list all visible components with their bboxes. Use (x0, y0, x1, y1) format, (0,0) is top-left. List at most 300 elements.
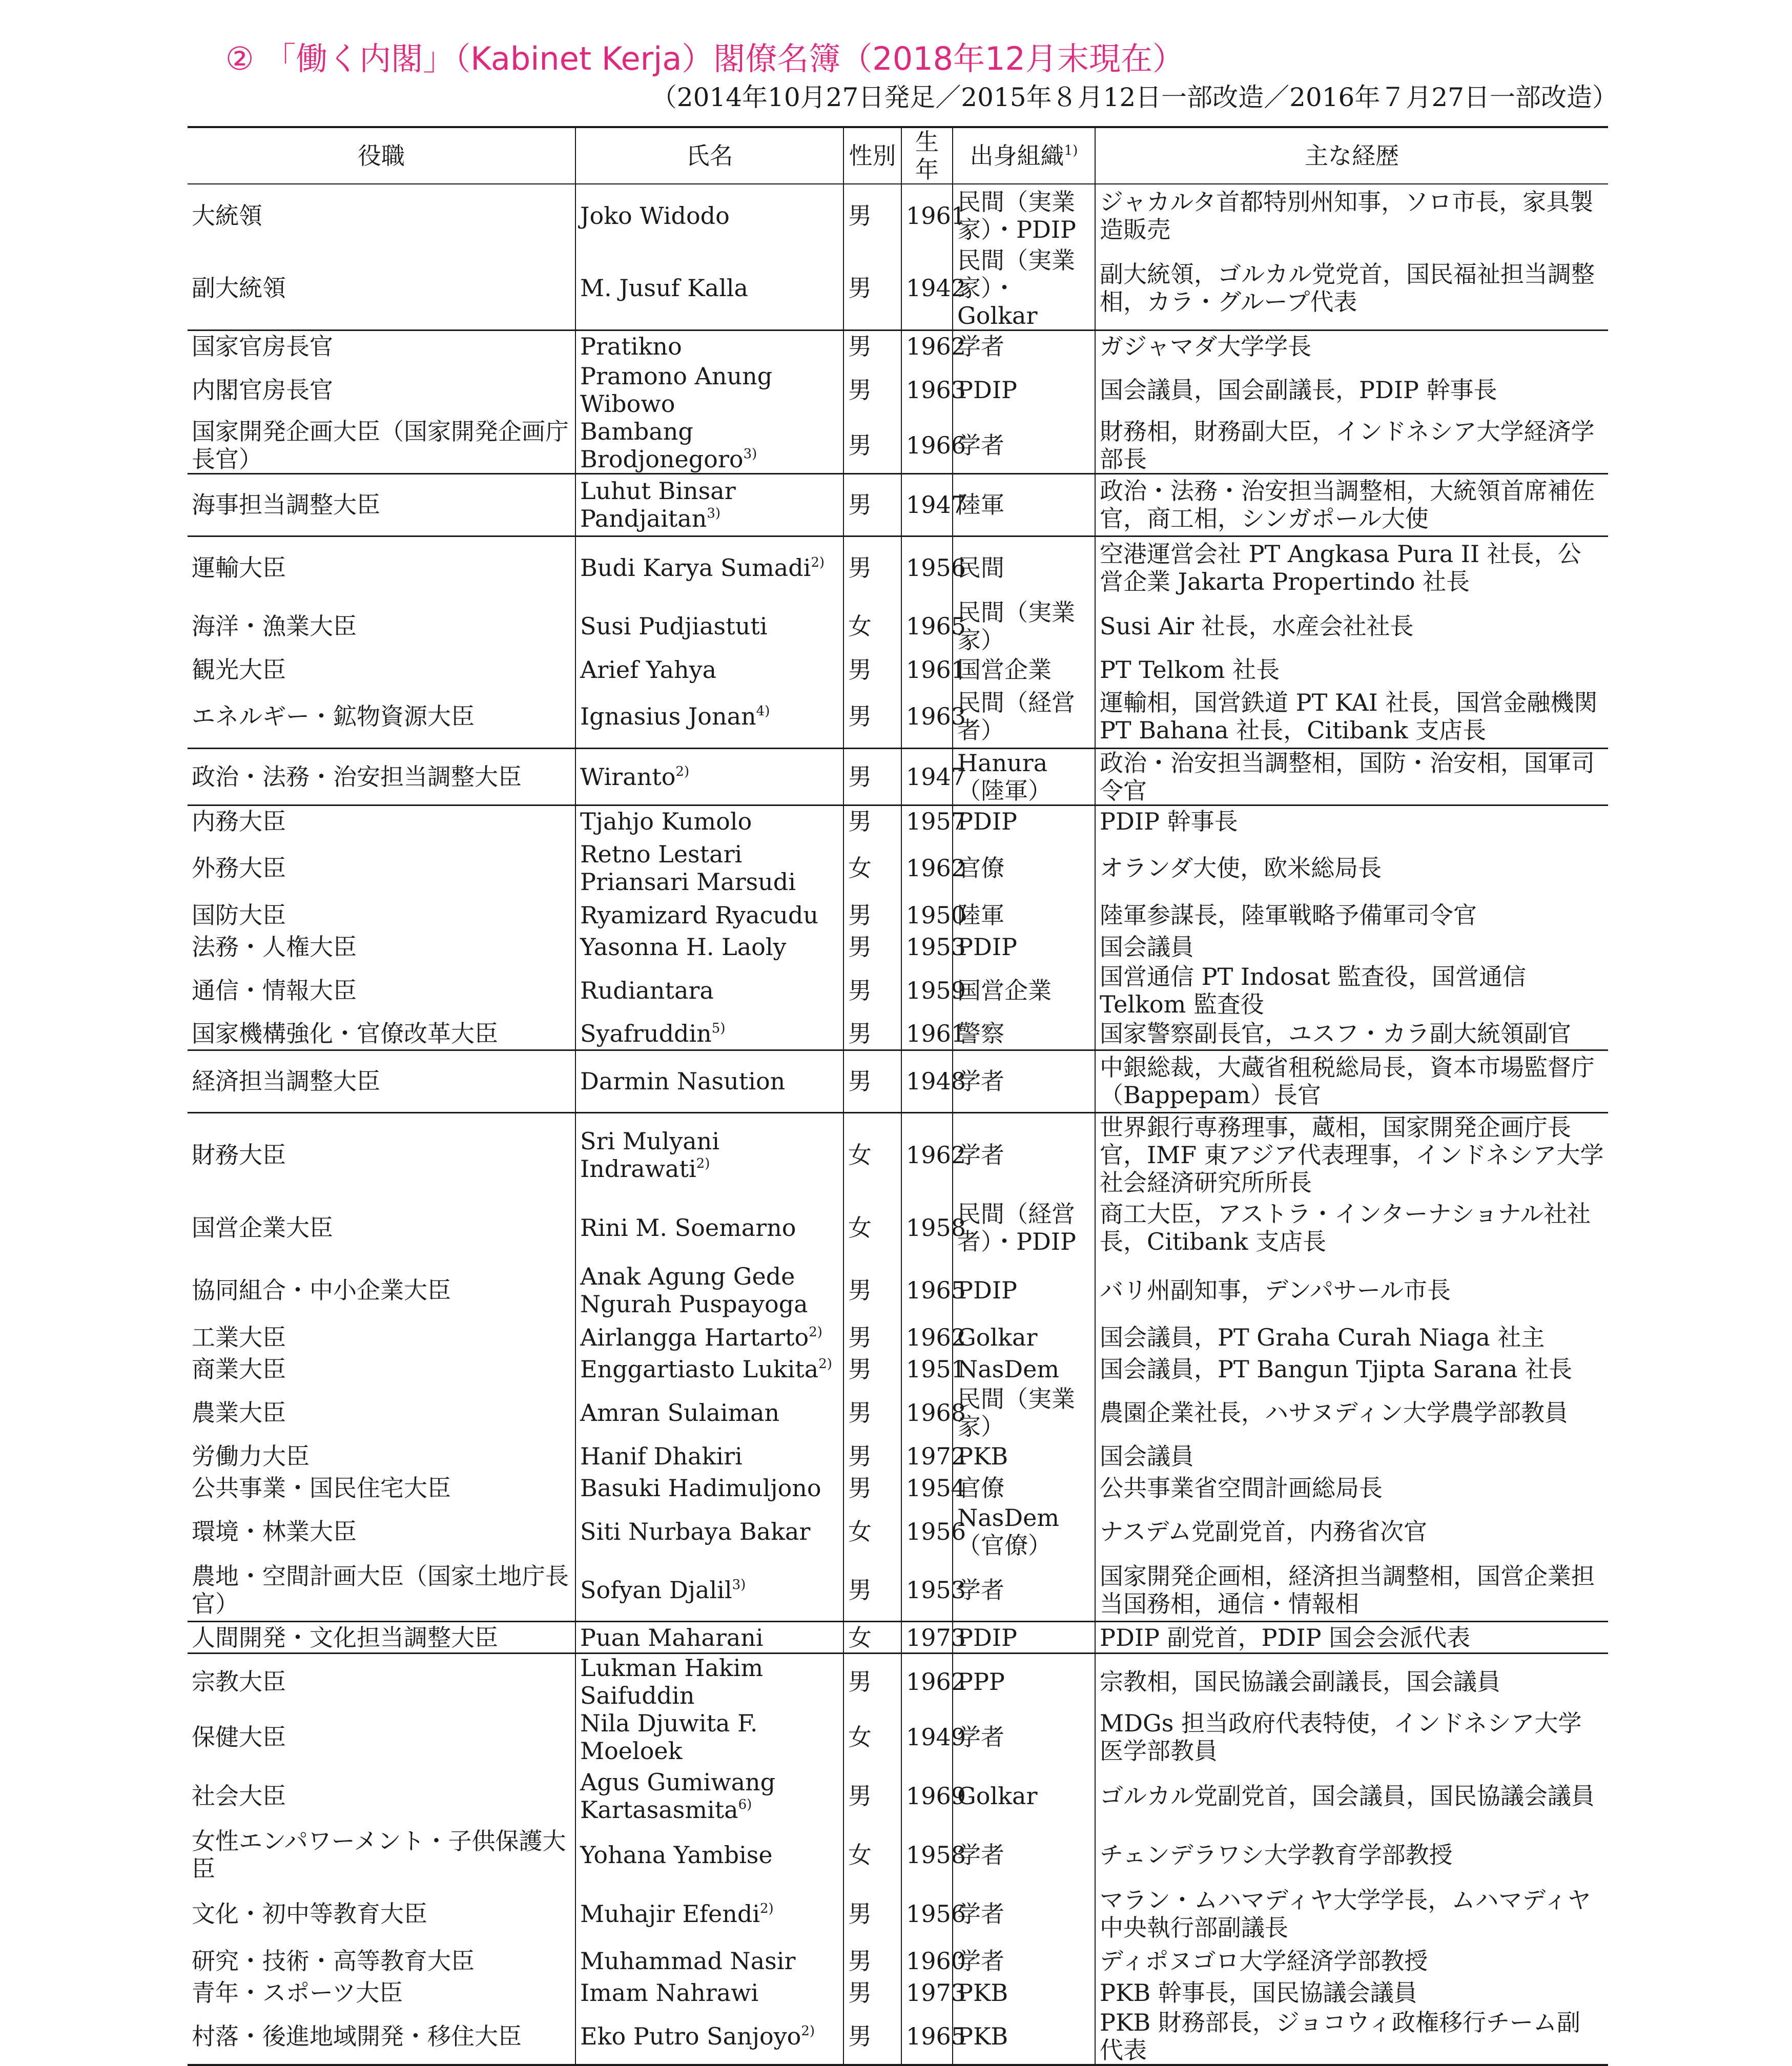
name-footnote-marker: 3) (732, 1577, 746, 1593)
cell-year (901, 963, 966, 1018)
cell-name (575, 1196, 843, 1259)
cell-career (1095, 1050, 1608, 1112)
cell-role (188, 837, 575, 899)
table-header-row (188, 127, 1608, 184)
cell-org (953, 1472, 1095, 1504)
cell-career (1095, 1353, 1608, 1385)
cell-career-text: 国営通信 PT Indosat 監査役，国営通信 Telkom 監査役 (1100, 963, 1526, 1018)
cell-name-text: Imam Nahrawi (580, 1979, 759, 2007)
cell-role (188, 931, 575, 963)
cell-career-text: 運輸相，国営鉄道 PT KAI 社長，国営金融機関 PT Bahana 社長，Citibank 支店長 (1100, 689, 1598, 745)
cell-career (1095, 654, 1608, 686)
header-name: 氏名 (575, 127, 843, 184)
cell-role (188, 1321, 575, 1353)
table-row (188, 1709, 1608, 1765)
cell-org (953, 1883, 1095, 1945)
cell-year-text: 1965 (906, 1276, 966, 1304)
cell-role (188, 1827, 575, 1883)
cell-year (901, 418, 966, 474)
cell-name-text: Rudiantara (580, 977, 714, 1004)
cell-year-text: 1961 (906, 201, 966, 230)
cell-gender-text: 女 (848, 1213, 872, 1242)
cell-career (1095, 837, 1608, 899)
cell-name (575, 598, 843, 654)
cell-year (901, 1259, 966, 1321)
cell-gender (843, 1112, 901, 1196)
cell-career (1095, 1259, 1608, 1321)
table-row (188, 598, 1608, 654)
cell-role (188, 362, 575, 418)
cell-year-text: 1959 (906, 977, 966, 1004)
cell-org-text: 学者 (957, 1900, 1004, 1928)
table-row (188, 1112, 1608, 1196)
cell-name-text: Nila Djuwita F. Moeloek (580, 1709, 758, 1765)
cell-org-text: 官僚 (957, 854, 1004, 882)
cell-gender (843, 1385, 901, 1440)
cell-year-text: 1953 (906, 933, 966, 961)
cell-year (901, 1018, 966, 1050)
cell-career-text: 財務相，財務副大臣，インドネシア大学経済学部長 (1100, 417, 1595, 473)
cell-gender (843, 1259, 901, 1321)
cell-org (953, 748, 1095, 805)
header-org (953, 127, 1095, 184)
cell-role-text: 国家官房長官 (192, 333, 333, 361)
cell-career-text: 国家警察副長官，ユスフ・カラ副大統領副官 (1100, 1020, 1571, 1048)
cell-role-text: 国営企業大臣 (192, 1213, 333, 1242)
cell-year (901, 1883, 966, 1945)
cell-name-text: Budi Karya Sumadi (580, 553, 811, 582)
cell-role (188, 1353, 575, 1385)
cell-year-text: 1950 (906, 901, 966, 929)
table-row (188, 2009, 1608, 2065)
table-row (188, 1654, 1608, 1710)
cell-year-text: 1962 (906, 1141, 966, 1169)
cell-name (575, 536, 843, 598)
cell-career-text: 国会議員 (1100, 933, 1194, 961)
cell-gender-text: 女 (848, 1141, 872, 1169)
cell-org-text: 国営企業 (957, 656, 1052, 684)
cell-career (1095, 805, 1608, 837)
cell-gender (843, 536, 901, 598)
cell-year (901, 1945, 966, 1977)
cell-gender (843, 330, 901, 362)
cell-name-text: Lukman Hakim Saifuddin (580, 1654, 764, 1709)
table-row (188, 1472, 1608, 1504)
table-row (188, 931, 1608, 963)
cell-gender (843, 654, 901, 686)
cell-org-text: PDIP (957, 807, 1017, 835)
cell-career (1095, 473, 1608, 536)
cell-gender-text: 男 (848, 1398, 872, 1427)
table-row (188, 1504, 1608, 1559)
cell-name (575, 1112, 843, 1196)
cell-role-text: 研究・技術・高等教育大臣 (192, 1947, 475, 1975)
cell-gender-text: 男 (848, 933, 872, 961)
cell-year (901, 1353, 966, 1385)
cell-year (901, 536, 966, 598)
cell-year-text: 1968 (906, 1398, 966, 1427)
table-row (188, 1945, 1608, 1977)
cell-gender-text: 男 (848, 901, 872, 929)
cell-gender (843, 1709, 901, 1765)
cell-gender-text: 男 (848, 762, 872, 791)
table-row (188, 1765, 1608, 1827)
cell-year-text: 1948 (906, 1067, 966, 1095)
cell-career (1095, 1385, 1608, 1440)
table-row (188, 686, 1608, 748)
cell-role (188, 1112, 575, 1196)
cell-role (188, 1622, 575, 1654)
cell-gender-text: 男 (848, 977, 872, 1004)
cell-year-text: 1965 (906, 2022, 966, 2050)
cell-career (1095, 246, 1608, 330)
cell-gender-text: 男 (848, 1276, 872, 1304)
cell-name-text: Syafruddin (580, 1020, 712, 1048)
cell-org-text: PDIP (957, 376, 1017, 404)
cell-career-text: マラン・ムハマディヤ大学学長，ムハマディヤ中央執行部副議長 (1100, 1886, 1591, 1941)
cell-career-text: ゴルカル党副党首，国会議員，国民協議会議員 (1100, 1782, 1595, 1810)
cell-name (575, 330, 843, 362)
cell-name-text: Muhajir Efendi (580, 1900, 760, 1928)
cell-name (575, 654, 843, 686)
cell-gender-text: 男 (848, 703, 872, 731)
cell-year (901, 1472, 966, 1504)
cell-org-text: 陸軍 (957, 901, 1004, 929)
cell-role-text: 海事担当調整大臣 (192, 491, 380, 519)
table-row (188, 1440, 1608, 1472)
cell-org (953, 536, 1095, 598)
name-footnote-marker: 3) (707, 506, 721, 521)
cell-role-text: 村落・後進地域開発・移住大臣 (192, 2022, 522, 2050)
cell-name-text: Tjahjo Kumolo (580, 807, 752, 835)
cell-role-text: 運輸大臣 (192, 553, 286, 582)
cell-year (901, 1977, 966, 2009)
cell-gender (843, 1050, 901, 1112)
cell-gender-text: 男 (848, 491, 872, 519)
cell-year-text: 1973 (906, 1623, 966, 1651)
name-footnote-marker: 4) (756, 704, 770, 719)
cell-career-text: 陸軍参謀長，陸軍戦略予備軍司令官 (1100, 901, 1477, 929)
cell-role-text: 内務大臣 (192, 807, 286, 835)
table-row (188, 837, 1608, 899)
cell-year (901, 654, 966, 686)
cell-org (953, 1977, 1095, 2009)
cell-org-text: 学者 (957, 1576, 1004, 1604)
name-footnote-marker: 2) (759, 1901, 774, 1916)
cell-name-text: Siti Nurbaya Bakar (580, 1517, 811, 1545)
cell-name (575, 1472, 843, 1504)
cell-org (953, 1709, 1095, 1765)
cell-career-text: PDIP 幹事長 (1100, 807, 1238, 835)
cell-career (1095, 963, 1608, 1018)
cell-role-text: 公共事業・国民住宅大臣 (192, 1474, 451, 1502)
table-body (188, 184, 1608, 2065)
cell-role-text: 宗教大臣 (192, 1668, 286, 1696)
cell-year (901, 1709, 966, 1765)
header-year: 生年 (901, 127, 953, 184)
cell-org (953, 362, 1095, 418)
cell-career-text: 政治・治安担当調整相，国防・治安相，国軍司令官 (1100, 749, 1595, 804)
cell-year-text: 1973 (906, 1979, 966, 2007)
cell-career (1095, 1321, 1608, 1353)
table-row (188, 1196, 1608, 1259)
cell-org (953, 473, 1095, 536)
cell-role-text: 財務大臣 (192, 1141, 286, 1169)
cell-year-text: 1961 (906, 656, 966, 684)
cell-name (575, 1883, 843, 1945)
cell-role (188, 184, 575, 246)
cell-name (575, 1050, 843, 1112)
cell-name-text: Ryamizard Ryacudu (580, 901, 818, 929)
cell-org (953, 330, 1095, 362)
cell-role (188, 1654, 575, 1710)
cell-org (953, 1945, 1095, 1977)
cell-gender (843, 598, 901, 654)
cell-year (901, 598, 966, 654)
cell-year-text: 1958 (906, 1213, 966, 1242)
cell-name-text: Arief Yahya (580, 656, 717, 684)
table-row (188, 1050, 1608, 1112)
table-row (188, 748, 1608, 805)
cell-year (901, 1440, 966, 1472)
cell-year-text: 1962 (906, 333, 966, 361)
cell-role-text: 労働力大臣 (192, 1442, 310, 1470)
cell-name (575, 1018, 843, 1050)
cell-org (953, 1050, 1095, 1112)
cell-year (901, 805, 966, 837)
cell-role (188, 1196, 575, 1259)
cell-name (575, 1654, 843, 1710)
cell-role (188, 686, 575, 748)
cell-org-text: Golkar (957, 1782, 1038, 1810)
cell-role (188, 1050, 575, 1112)
table-row (188, 1977, 1608, 2009)
header-org-label: 出身組織 (970, 142, 1064, 170)
name-footnote-marker: 6) (738, 1797, 752, 1812)
cell-org-text: 陸軍 (957, 491, 1004, 519)
cell-org (953, 1196, 1095, 1259)
cell-gender (843, 686, 901, 748)
cell-career (1095, 1709, 1608, 1765)
cell-role (188, 899, 575, 931)
table-row (188, 473, 1608, 536)
cell-career-text: 副大統領，ゴルカル党党首，国民福祉担当調整相，カラ・グループ代表 (1100, 260, 1595, 316)
cell-role-text: 法務・人権大臣 (192, 933, 357, 961)
cell-career (1095, 1196, 1608, 1259)
cell-career (1095, 1765, 1608, 1827)
cell-org-text: 民間（実業家） (957, 1385, 1075, 1440)
table-row (188, 899, 1608, 931)
cell-year-text: 1949 (906, 1723, 966, 1751)
cell-gender (843, 362, 901, 418)
cell-org-text: 民間 (957, 553, 1004, 582)
cell-career-text: PT Telkom 社長 (1100, 656, 1280, 684)
cell-name (575, 1259, 843, 1321)
header-career: 主な経歴 (1095, 127, 1608, 184)
cell-role-text: 通信・情報大臣 (192, 977, 357, 1004)
name-footnote-marker: 2) (818, 1356, 832, 1372)
cell-year (901, 1765, 966, 1827)
cell-year (901, 1050, 966, 1112)
name-footnote-marker: 5) (711, 1021, 726, 1037)
cell-org (953, 686, 1095, 748)
cell-name-text: Darmin Nasution (580, 1067, 786, 1095)
cell-org-text: PPP (957, 1668, 1005, 1696)
cell-career-text: 国会議員，PT Graha Curah Niaga 社主 (1100, 1323, 1545, 1351)
cell-org (953, 1765, 1095, 1827)
cell-gender (843, 1196, 901, 1259)
cell-org-text: NasDem（官僚） (957, 1503, 1060, 1559)
cell-gender-text: 男 (848, 1668, 872, 1696)
cell-name-text: Joko Widodo (580, 201, 730, 230)
cell-role (188, 1559, 575, 1622)
cell-career (1095, 598, 1608, 654)
cell-gender (843, 931, 901, 963)
cell-name-text: Enggartiasto Lukita (580, 1355, 819, 1383)
cell-gender-text: 男 (848, 376, 872, 404)
cell-gender (843, 963, 901, 1018)
cell-name-text: Ignasius Jonan (580, 703, 756, 731)
cell-year-text: 1966 (906, 431, 966, 459)
cell-role-text: 商業大臣 (192, 1355, 286, 1383)
cell-org-text: Golkar (957, 1323, 1038, 1351)
cell-gender (843, 805, 901, 837)
cell-year (901, 1504, 966, 1559)
cell-year-text: 1956 (906, 553, 966, 582)
cell-org-text: 民間（実業家）・PDIP (957, 188, 1076, 243)
cell-gender (843, 246, 901, 330)
cell-career (1095, 1559, 1608, 1622)
cell-career-text: チェンデラワシ大学教育学部教授 (1100, 1841, 1453, 1869)
cell-gender (843, 837, 901, 899)
cell-role-text: 工業大臣 (192, 1323, 286, 1351)
cell-role (188, 330, 575, 362)
cell-year-text: 1954 (906, 1474, 966, 1502)
table-row (188, 1827, 1608, 1883)
cell-org-text: PDIP (957, 1623, 1017, 1651)
cell-name (575, 362, 843, 418)
cell-org (953, 418, 1095, 474)
cell-name (575, 931, 843, 963)
cell-year (901, 184, 966, 246)
cell-role (188, 1385, 575, 1440)
cell-gender-text: 男 (848, 333, 872, 361)
cell-gender (843, 748, 901, 805)
header-gender: 性別 (843, 127, 901, 184)
cell-name (575, 1504, 843, 1559)
cell-gender-text: 女 (848, 612, 872, 640)
header-role: 役職 (188, 127, 575, 184)
cell-org (953, 2009, 1095, 2065)
cell-year-text: 1963 (906, 703, 966, 731)
cell-gender-text: 男 (848, 2022, 872, 2050)
cell-org-text: 警察 (957, 1020, 1004, 1048)
cell-role (188, 1945, 575, 1977)
cell-role (188, 963, 575, 1018)
table-row (188, 1353, 1608, 1385)
cell-org-text: 国営企業 (957, 977, 1052, 1004)
name-footnote-marker: 2) (675, 763, 690, 779)
cell-year (901, 899, 966, 931)
cell-org (953, 1440, 1095, 1472)
cell-org (953, 184, 1095, 246)
cell-career (1095, 1440, 1608, 1472)
cell-role-text: 副大統領 (192, 274, 286, 302)
cell-name (575, 1709, 843, 1765)
cell-name (575, 805, 843, 837)
cell-org-text: PKB (957, 2022, 1008, 2050)
cell-role (188, 1504, 575, 1559)
cell-name (575, 1977, 843, 2009)
cell-role (188, 748, 575, 805)
cell-name (575, 1385, 843, 1440)
name-footnote-marker: 2) (811, 554, 825, 570)
cell-org (953, 1018, 1095, 1050)
cell-name-text: Yasonna H. Laoly (580, 933, 787, 961)
cell-year-text: 1947 (906, 762, 966, 791)
cell-org-text: PDIP (957, 933, 1017, 961)
cell-gender (843, 1765, 901, 1827)
cell-gender-text: 女 (848, 854, 872, 882)
cell-gender (843, 1622, 901, 1654)
cell-career-text: 農園企業社長，ハサヌディン大学農学部教員 (1100, 1398, 1569, 1427)
cell-role (188, 1977, 575, 2009)
cell-career-text: ガジャマダ大学学長 (1100, 333, 1312, 361)
header-org-footnote: 1) (1064, 143, 1078, 158)
cell-career-text: MDGs 担当政府代表特使，インドネシア大学医学部教員 (1100, 1709, 1582, 1765)
cell-career (1095, 1977, 1608, 2009)
cell-year (901, 748, 966, 805)
cell-career-text: Susi Air 社長，水産会社社長 (1100, 612, 1414, 640)
cell-role-text: 文化・初中等教育大臣 (192, 1900, 427, 1928)
cell-role-text: 国防大臣 (192, 901, 286, 929)
cell-org-text: 学者 (957, 1947, 1004, 1975)
cell-career (1095, 362, 1608, 418)
table-row (188, 1883, 1608, 1945)
cell-org (953, 963, 1095, 1018)
cell-org-text: PKB (957, 1442, 1008, 1470)
cell-career-text: ジャカルタ首都特別州知事，ソロ市長，家具製造販売 (1100, 188, 1594, 243)
cell-career-text: 政治・法務・治安担当調整相，大統領首席補佐官，商工相，シンガポール大使 (1100, 477, 1595, 532)
cell-name-text: Bambang Brodjonegoro (580, 417, 744, 473)
cell-career-text: 国会議員，国会副議長，PDIP 幹事長 (1100, 376, 1497, 404)
cell-career-text: ナスデム党副党首，内務省次官 (1100, 1517, 1427, 1545)
cell-career (1095, 1883, 1608, 1945)
cell-role-text: 保健大臣 (192, 1723, 286, 1751)
cell-year (901, 837, 966, 899)
cell-gender (843, 899, 901, 931)
cell-org (953, 1385, 1095, 1440)
cell-career (1095, 330, 1608, 362)
cell-name-text: Pratikno (580, 333, 682, 361)
cell-org (953, 899, 1095, 931)
cell-career-text: 国家開発企画相，経済担当調整相，国営企業担当国務相，通信・情報相 (1100, 1562, 1595, 1618)
table-row (188, 654, 1608, 686)
cell-org (953, 1559, 1095, 1622)
cell-role-text: 青年・スポーツ大臣 (192, 1979, 403, 2007)
cell-year (901, 1559, 966, 1622)
cell-career-text: 公共事業省空間計画総局長 (1100, 1474, 1383, 1502)
cell-name (575, 1945, 843, 1977)
cell-year-text: 1953 (906, 1576, 966, 1604)
cell-org (953, 1504, 1095, 1559)
cell-name-text: Pramono Anung Wibowo (580, 362, 773, 418)
cell-role (188, 1259, 575, 1321)
cell-gender (843, 1945, 901, 1977)
cell-name-text: Sofyan Djalil (580, 1576, 732, 1604)
cell-gender-text: 男 (848, 1067, 872, 1095)
cell-role-text: 大統領 (192, 201, 262, 230)
